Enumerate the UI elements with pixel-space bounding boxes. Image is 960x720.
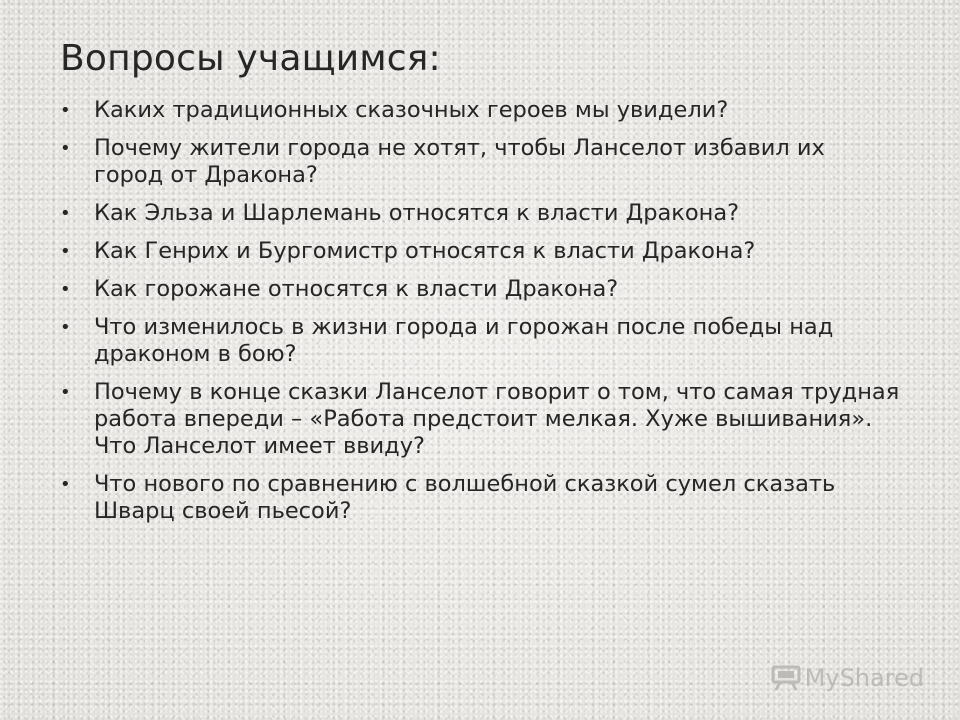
bullet-dot-icon: • — [60, 241, 71, 262]
bullet-item — [60, 471, 900, 525]
bullet-dot-icon: • — [60, 138, 71, 159]
bullet-item — [60, 314, 900, 368]
bullet-text: Почему в конце сказки Ланселот говорит о том, что самая трудная работа впереди – «Работа предстоит мелкая. Хуже вышивания». Что Ланселот имеет ввиду? — [94, 379, 900, 459]
bullet-text: Почему жители города не хотят, чтобы Ланселот избавил их город от Дракона? — [94, 135, 825, 188]
bullet-text: Как горожане относятся к власти Дракона? — [94, 276, 619, 302]
bullet-item — [60, 379, 900, 460]
bullet-dot-icon: • — [60, 279, 71, 300]
bullet-item — [60, 97, 900, 124]
bullet-text: Что изменилось в жизни города и горожан после победы над драконом в бою? — [94, 314, 834, 367]
bullet-dot-icon: • — [60, 203, 71, 224]
bullet-text: Каких традиционных сказочных героев мы увидели? — [94, 97, 729, 123]
bullet-item — [60, 135, 900, 189]
watermark — [771, 664, 924, 692]
slide-title: Вопросы учащимся: — [60, 38, 441, 79]
presentation-board-icon — [771, 665, 801, 691]
bullet-text: Что нового по сравнению с волшебной сказкой сумел сказать Шварц своей пьесой? — [94, 471, 836, 524]
bullet-text: Как Генрих и Бургомистр относятся к власти Дракона? — [94, 238, 756, 264]
bullet-dot-icon: • — [60, 474, 71, 495]
bullet-item — [60, 238, 900, 265]
bullet-item — [60, 276, 900, 303]
bullet-dot-icon: • — [60, 382, 71, 403]
watermark-text: MyShared — [804, 664, 924, 692]
bullet-item — [60, 200, 900, 227]
bullet-dot-icon: • — [60, 317, 71, 338]
bullet-list — [60, 97, 900, 536]
bullet-text: Как Эльза и Шарлемань относятся к власти Дракона? — [94, 200, 740, 226]
bullet-dot-icon: • — [60, 100, 71, 121]
